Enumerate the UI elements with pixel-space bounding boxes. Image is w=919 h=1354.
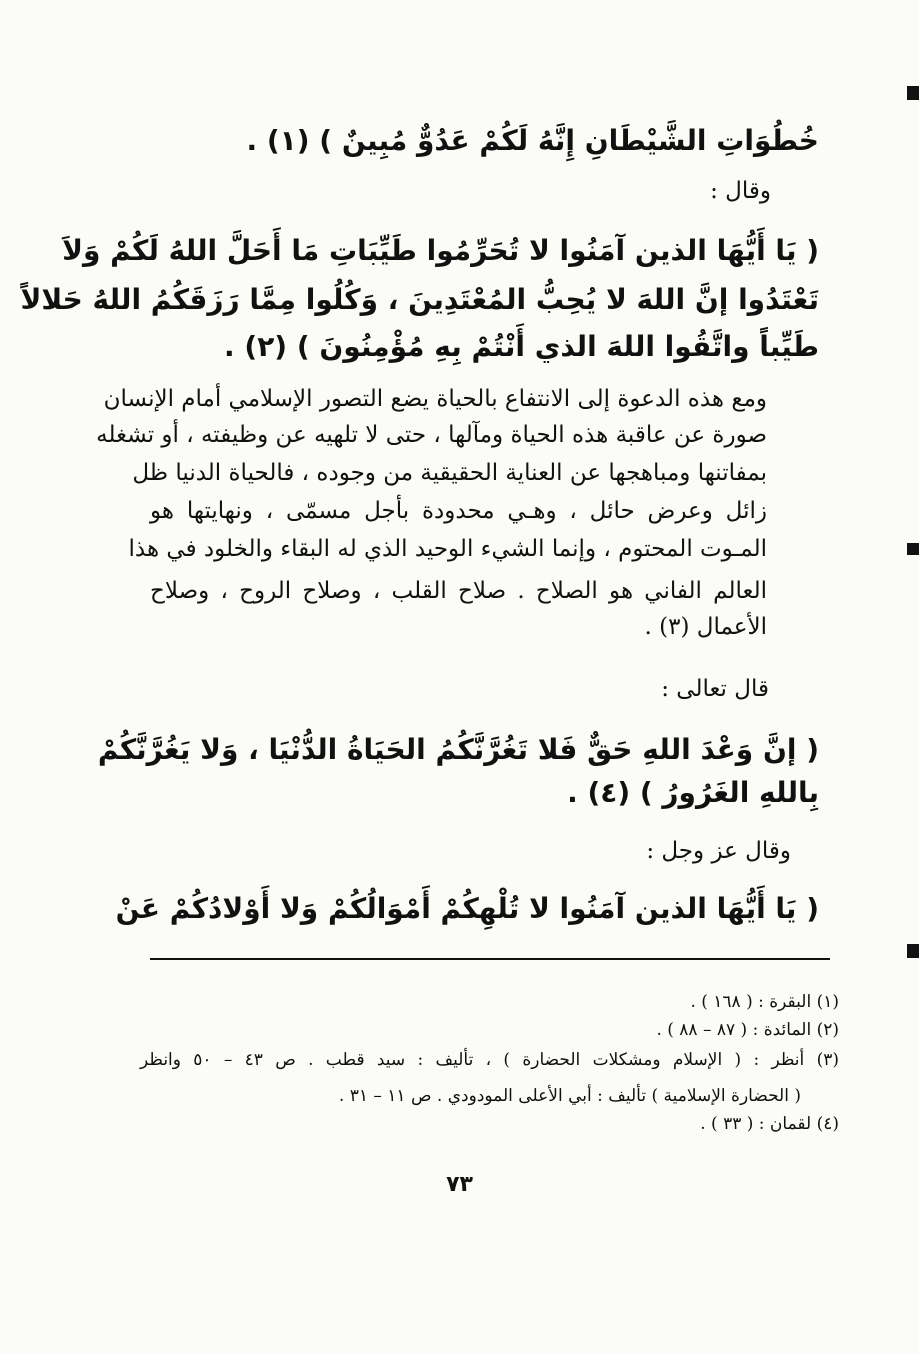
page-number: ٧٣ xyxy=(446,1172,473,1197)
footnote: (٣) أنظر : ( الإسلام ومشكلات الحضارة ) ، تأليف : سيد قطب . ص ٤٣ – ٥٠ وانظر xyxy=(140,1050,839,1070)
paragraph-line: العالم الفاني هو الصلاح . صلاح القلب ، وصلاح الروح ، وصلاح xyxy=(150,578,767,604)
scan-edge-mark xyxy=(907,86,919,100)
quran-verse-line: طَيِّباً واتَّقُوا اللهَ الذي أَنْتُمْ بِهِ مُؤْمِنُونَ ) (٢) . xyxy=(224,330,819,363)
section-label: وقال : xyxy=(710,178,771,204)
paragraph-line: المـوت المحتوم ، وإنما الشيء الوحيد الذي له البقاء والخلود في هذا xyxy=(128,536,767,562)
section-label: قال تعالى : xyxy=(661,676,769,702)
footnote: (١) البقرة : ( ١٦٨ ) . xyxy=(690,992,839,1012)
scan-edge-mark xyxy=(907,944,919,958)
quran-verse-line: خُطُوَاتِ الشَّيْطَانِ إِنَّهُ لَكُمْ عَدُوٌّ مُبِينٌ ) (١) . xyxy=(246,124,819,157)
paragraph-line: زائل وعرض حائل ، وهـي محدودة بأجل مسمّى ، ونهايتها هو xyxy=(150,498,767,524)
footnote: (٤) لقمان : ( ٣٣ ) . xyxy=(700,1114,839,1134)
paragraph-line: صورة عن عاقبة هذه الحياة ومآلها ، حتى لا تلهيه عن وظيفته ، أو تشغله xyxy=(96,422,767,448)
quran-verse-line: تَعْتَدُوا إنَّ اللهَ لا يُحِبُّ المُعْتَدِينَ ، وَكُلُوا مِمَّا رَزَقَكُمُ اللهُ حَلالاً xyxy=(20,283,819,316)
quran-verse-line: ( يَا أَيُّهَا الذين آمَنُوا لا تُحَرِّمُوا طَيِّبَاتِ مَا أَحَلَّ اللهُ لَكُمْ وَلاَ xyxy=(62,234,819,267)
paragraph-line: الأعمال (٣) . xyxy=(644,614,767,640)
footnote-divider xyxy=(150,958,830,960)
section-label: وقال عز وجل : xyxy=(646,838,791,864)
quran-verse-line: بِاللهِ الغَرُورُ ) (٤) . xyxy=(567,776,819,809)
scan-edge-mark xyxy=(907,543,919,555)
footnote: ( الحضارة الإسلامية ) تأليف : أبي الأعلى المودودي . ص ١١ – ٣١ . xyxy=(338,1086,801,1106)
quran-verse-line: ( يَا أَيُّهَا الذين آمَنُوا لا تُلْهِكُمْ أَمْوَالُكُمْ وَلا أَوْلادُكُمْ عَنْ xyxy=(115,892,819,925)
paragraph-line: ومع هذه الدعوة إلى الانتفاع بالحياة يضع التصور الإسلامي أمام الإنسان xyxy=(103,386,767,412)
footnote: (٢) المائدة : ( ٨٧ – ٨٨ ) . xyxy=(656,1020,839,1040)
paragraph-line: بمفاتنها ومباهجها عن العناية الحقيقية من وجوده ، فالحياة الدنيا ظل xyxy=(132,460,767,486)
quran-verse-line: ( إنَّ وَعْدَ اللهِ حَقٌّ فَلا تَغُرَّنَّكُمُ الحَيَاةُ الدُّنْيَا ، وَلا يَغُرَّنَّكُمْ xyxy=(97,733,819,766)
